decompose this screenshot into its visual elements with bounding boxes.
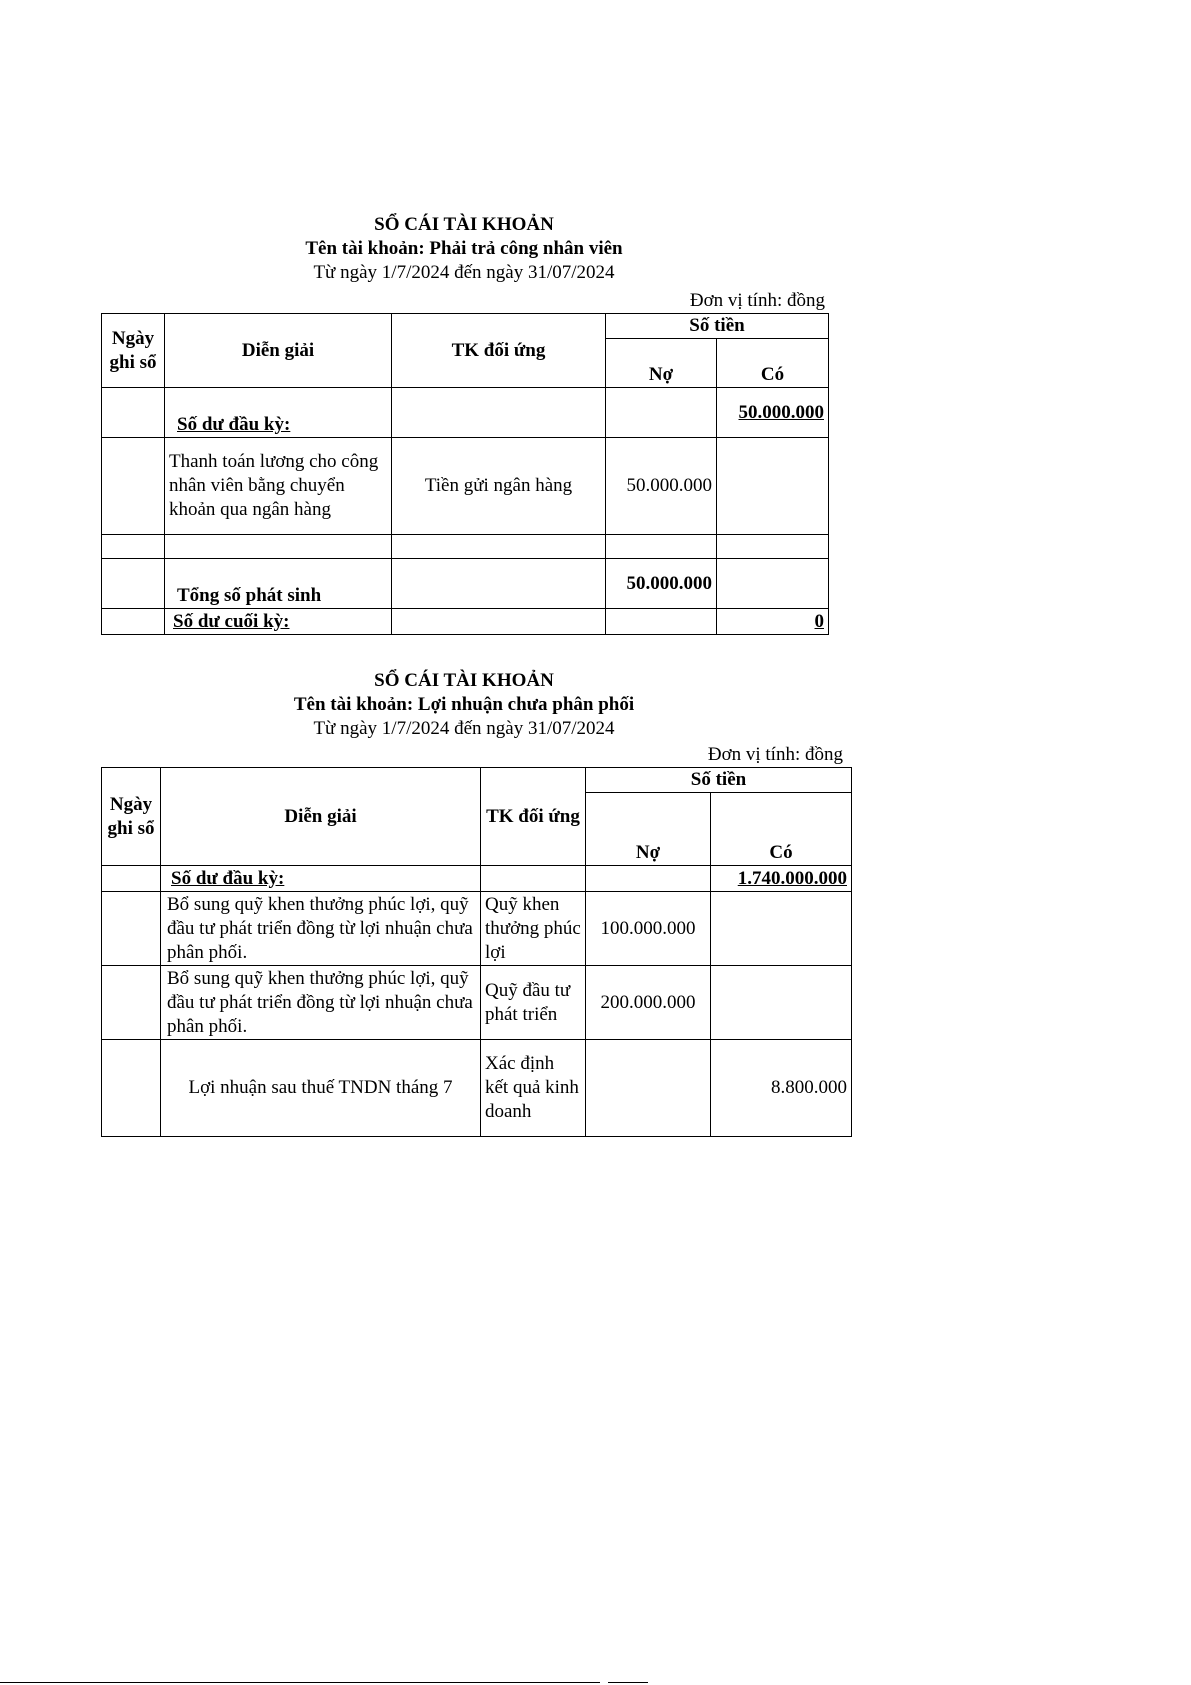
ledger1-header-credit: Có (717, 339, 829, 388)
ledger1-empty-row (102, 535, 829, 559)
ledger1-header-amount: Số tiền (606, 314, 829, 339)
ledger1-opening-label: Số dư đầu kỳ: (177, 414, 291, 435)
ledger1-header-desc: Diễn giải (165, 314, 392, 388)
ledger1-opening-credit: 50.000.000 (717, 388, 829, 438)
ledger2-header-desc: Diễn giải (161, 768, 481, 866)
ledger1-closing-row (102, 609, 829, 635)
ledger1-title: SỔ CÁI TÀI KHOẢN (374, 214, 554, 235)
ledger2-table (101, 767, 852, 1137)
ledger2-row1-contra: Quỹ khen thưởng phúc lợi (481, 892, 586, 966)
footer-divider-short (608, 1682, 648, 1683)
ledger1-table (101, 313, 829, 635)
ledger2-opening-row (102, 866, 852, 892)
ledger2-header-amount: Số tiền (586, 768, 852, 793)
ledger2-opening-credit: 1.740.000.000 (711, 866, 852, 892)
ledger2-header-contra: TK đối ứng (481, 768, 586, 866)
ledger2-title: SỔ CÁI TÀI KHOẢN (374, 670, 554, 691)
ledger2-row3-credit: 8.800.000 (711, 1040, 852, 1137)
ledger1-closing-credit: 0 (717, 609, 829, 635)
ledger2-period: Từ ngày 1/7/2024 đến ngày 31/07/2024 (313, 718, 615, 739)
table-row (102, 1040, 852, 1137)
ledger1-total-debit: 50.000.000 (606, 559, 717, 609)
ledger1-account-name: Tên tài khoản: Phải trả công nhân viên (305, 238, 623, 259)
footer-divider (0, 1682, 600, 1683)
ledger2-header (200, 669, 728, 741)
table-row (102, 892, 852, 966)
ledger2-row1-debit: 100.000.000 (586, 892, 711, 966)
ledger1-header-debit: Nợ (606, 339, 717, 388)
ledger2-header-credit: Có (711, 793, 852, 866)
ledger2-row2-contra: Quỹ đầu tư phát triển (481, 966, 586, 1040)
ledger2-unit: Đơn vị tính: đồng (707, 744, 843, 765)
ledger1-opening-row (102, 388, 829, 438)
ledger1-total-row (102, 559, 829, 609)
ledger1-header-contra: TK đối ứng (392, 314, 606, 388)
ledger2-row3-desc: Lợi nhuận sau thuế TNDN tháng 7 (161, 1040, 481, 1137)
ledger2-row1-desc: Bổ sung quỹ khen thưởng phúc lợi, quỹ đầu tư phát triển đồng từ lợi nhuận chưa phân phối. (161, 892, 481, 966)
ledger2-header-debit: Nợ (586, 793, 711, 866)
ledger1-row-desc: Thanh toán lương cho công nhân viên bằng chuyển khoản qua ngân hàng (165, 438, 392, 535)
ledger2-opening-label: Số dư đầu kỳ: (171, 867, 285, 889)
ledger1-total-label: Tổng số phát sinh (165, 559, 392, 609)
ledger1-header (200, 213, 728, 285)
ledger2-row3-contra: Xác định kết quả kinh doanh (481, 1040, 586, 1137)
ledger1-row-debit: 50.000.000 (606, 438, 717, 535)
ledger1-header-date: Ngày ghi sổ (102, 314, 165, 388)
table-row (102, 438, 829, 535)
ledger1-unit: Đơn vị tính: đồng (689, 290, 825, 311)
table-row (102, 966, 852, 1040)
ledger2-header-date: Ngày ghi sổ (102, 768, 161, 866)
ledger1-opening-date (102, 388, 165, 438)
ledger1-closing-label: Số dư cuối kỳ: (173, 610, 290, 632)
ledger1-row-contra: Tiền gửi ngân hàng (392, 438, 606, 535)
ledger1-period: Từ ngày 1/7/2024 đến ngày 31/07/2024 (313, 262, 615, 283)
ledger2-row2-desc: Bổ sung quỹ khen thưởng phúc lợi, quỹ đầu tư phát triển đồng từ lợi nhuận chưa phân phối. (161, 966, 481, 1040)
ledger2-account-name: Tên tài khoản: Lợi nhuận chưa phân phối (293, 694, 635, 715)
ledger2-row2-debit: 200.000.000 (586, 966, 711, 1040)
